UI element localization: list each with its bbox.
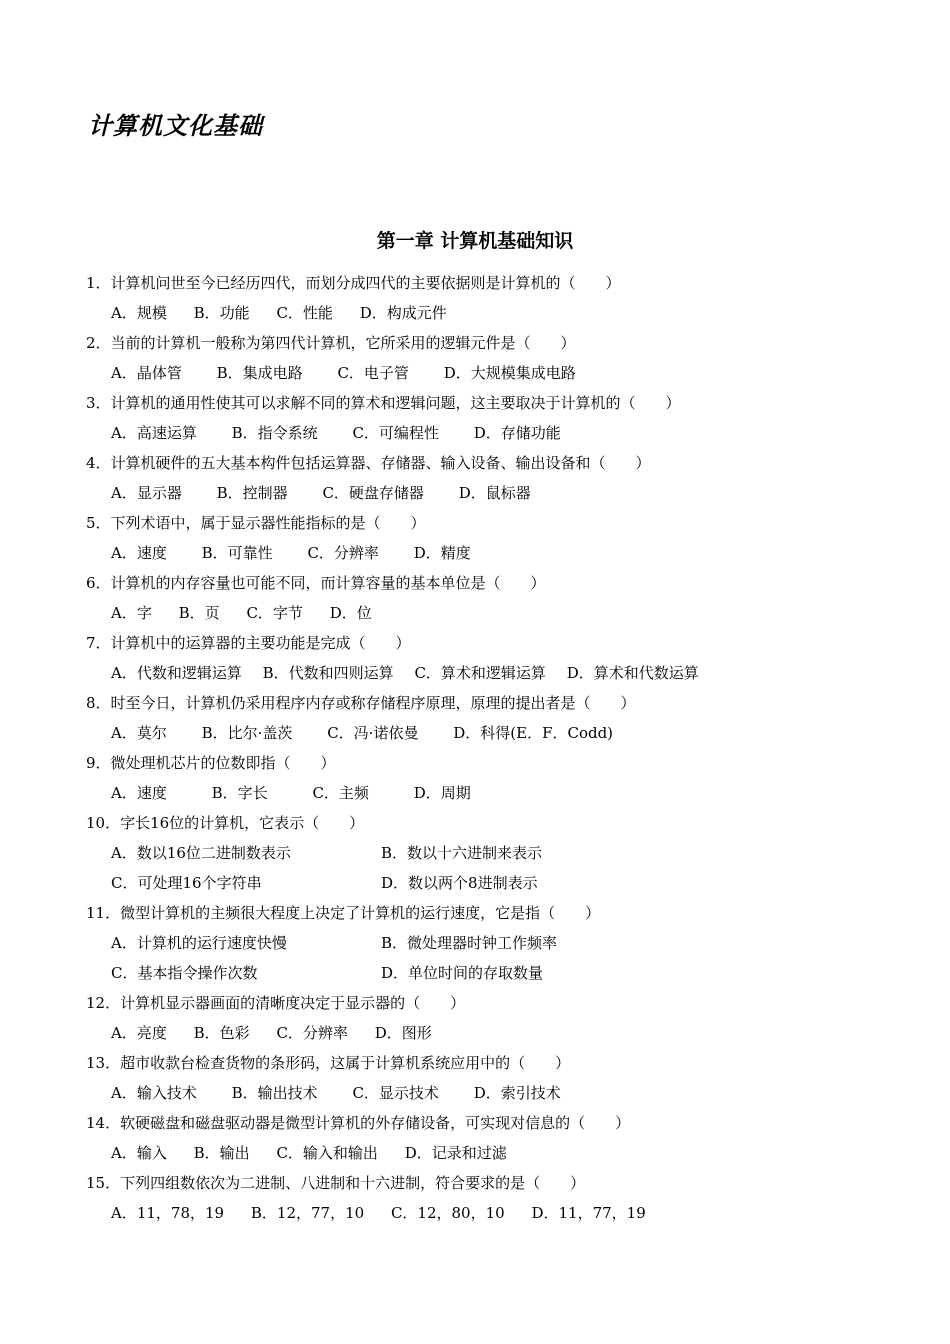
question-text: 15．下列四组数依次为二进制、八进制和十六进制，符合要求的是（ ） (86, 1174, 586, 1192)
option-row (86, 1198, 886, 1228)
question-text: 9．微处理机芯片的位数即指（ ） (86, 754, 336, 772)
option: C．可处理16个字符串 (111, 874, 262, 892)
option: D．位 (329, 604, 372, 622)
option: A．亮度 (111, 1024, 167, 1042)
option: B．控制器 (216, 484, 288, 502)
question-text: 3．计算机的通用性使其可以求解不同的算术和逻辑问题，这主要取决于计算机的（ ） (86, 394, 681, 412)
option: C．分辨率 (276, 1024, 348, 1042)
option: D．单位时间的存取数量 (381, 964, 544, 982)
question-text: 10．字长16位的计算机，它表示（ ） (86, 814, 365, 832)
option-row (86, 298, 886, 328)
option: B．代数和四则运算 (262, 664, 394, 682)
option: C．算术和逻辑运算 (414, 664, 546, 682)
option: B．功能 (193, 304, 250, 322)
question-text: 6．计算机的内存容量也可能不同，而计算容量的基本单位是（ ） (86, 574, 546, 592)
option: C．基本指令操作次数 (111, 964, 258, 982)
chapter-title: 第一章 计算机基础知识 (376, 230, 574, 252)
option: B．比尔·盖茨 (201, 724, 293, 742)
option: D．鼠标器 (458, 484, 531, 502)
option-row (86, 358, 886, 388)
question-text: 14．软硬磁盘和磁盘驱动器是微型计算机的外存储设备，可实现对信息的（ ） (86, 1114, 631, 1132)
question-text: 2．当前的计算机一般称为第四代计算机，它所采用的逻辑元件是（ ） (86, 334, 576, 352)
option: D．大规模集成电路 (443, 364, 576, 382)
option: C．可编程性 (352, 424, 439, 442)
option: C．输入和输出 (276, 1144, 378, 1162)
question-text: 13．超市收款台检查货物的条形码，这属于计算机系统应用中的（ ） (86, 1054, 571, 1072)
option-row (86, 418, 886, 448)
option: A．速度 (111, 544, 167, 562)
question-text: 12．计算机显示器画面的清晰度决定于显示器的（ ） (86, 994, 466, 1012)
option-row (86, 718, 886, 748)
option: B．集成电路 (216, 364, 303, 382)
option: C．12，80，10 (390, 1204, 505, 1222)
option: D．索引技术 (473, 1084, 561, 1102)
option: D．图形 (374, 1024, 432, 1042)
option: A．莫尔 (111, 724, 167, 742)
option: B．页 (178, 604, 220, 622)
option: D．科得(E．F．Codd) (453, 724, 614, 742)
option: A．代数和逻辑运算 (111, 664, 242, 682)
option: B．输出技术 (231, 1084, 318, 1102)
option: A．11，78，19 (111, 1204, 225, 1222)
option: C．分辨率 (307, 544, 379, 562)
option: D．存储功能 (473, 424, 561, 442)
option: B．字长 (211, 784, 268, 802)
option: D．记录和过滤 (404, 1144, 507, 1162)
document-title: 计算机文化基础 (88, 112, 263, 140)
option: C．电子管 (337, 364, 409, 382)
option: C．冯·诺依曼 (327, 724, 419, 742)
option-row (86, 538, 886, 568)
option-row (86, 1018, 886, 1048)
option: D．周期 (413, 784, 471, 802)
option: C．显示技术 (352, 1084, 439, 1102)
option: B．色彩 (193, 1024, 250, 1042)
option: A．规模 (111, 304, 167, 322)
question-text: 7．计算机中的运算器的主要功能是完成（ ） (86, 634, 411, 652)
option-row (86, 478, 886, 508)
option: A．输入技术 (111, 1084, 197, 1102)
question-text: 11．微型计算机的主频很大程度上决定了计算机的运行速度，它是指（ ） (86, 904, 601, 922)
option: B．微处理器时钟工作频率 (381, 934, 558, 952)
option: A．高速运算 (111, 424, 197, 442)
option-row (86, 658, 886, 688)
question-text: 4．计算机硬件的五大基本构件包括运算器、存储器、输入设备、输出设备和（ ） (86, 454, 651, 472)
option: D．构成元件 (359, 304, 447, 322)
question-list (86, 268, 886, 1228)
option: B．输出 (193, 1144, 250, 1162)
option: A．显示器 (111, 484, 182, 502)
option: C．性能 (276, 304, 333, 322)
option: A．数以16位二进制数表示 (111, 844, 291, 862)
option: B．指令系统 (231, 424, 318, 442)
question-text: 5．下列术语中，属于显示器性能指标的是（ ） (86, 514, 426, 532)
option: D．精度 (413, 544, 471, 562)
option: B．可靠性 (201, 544, 273, 562)
option-row (86, 928, 886, 958)
option: C．主频 (312, 784, 369, 802)
option: A．计算机的运行速度快慢 (111, 934, 287, 952)
option: A．输入 (111, 1144, 167, 1162)
option-row (86, 778, 886, 808)
option: B．12，77，10 (250, 1204, 365, 1222)
option-row (86, 868, 886, 898)
option: C．字节 (246, 604, 303, 622)
question-text: 8．时至今日，计算机仍采用程序内存或称存储程序原理，原理的提出者是（ ） (86, 694, 636, 712)
option: D．算术和代数运算 (566, 664, 699, 682)
option: D．11，77，19 (531, 1204, 646, 1222)
option: A．速度 (111, 784, 167, 802)
option-row (86, 1138, 886, 1168)
option: C．硬盘存储器 (322, 484, 424, 502)
option-row (86, 838, 886, 868)
option: D．数以两个8进制表示 (381, 874, 538, 892)
question-text: 1．计算机问世至今已经历四代，而划分成四代的主要依据则是计算机的（ ） (86, 274, 621, 292)
option: A．晶体管 (111, 364, 182, 382)
option: A．字 (111, 604, 152, 622)
option: B．数以十六进制来表示 (381, 844, 543, 862)
option-row (86, 958, 886, 988)
option-row (86, 598, 886, 628)
option-row (86, 1078, 886, 1108)
